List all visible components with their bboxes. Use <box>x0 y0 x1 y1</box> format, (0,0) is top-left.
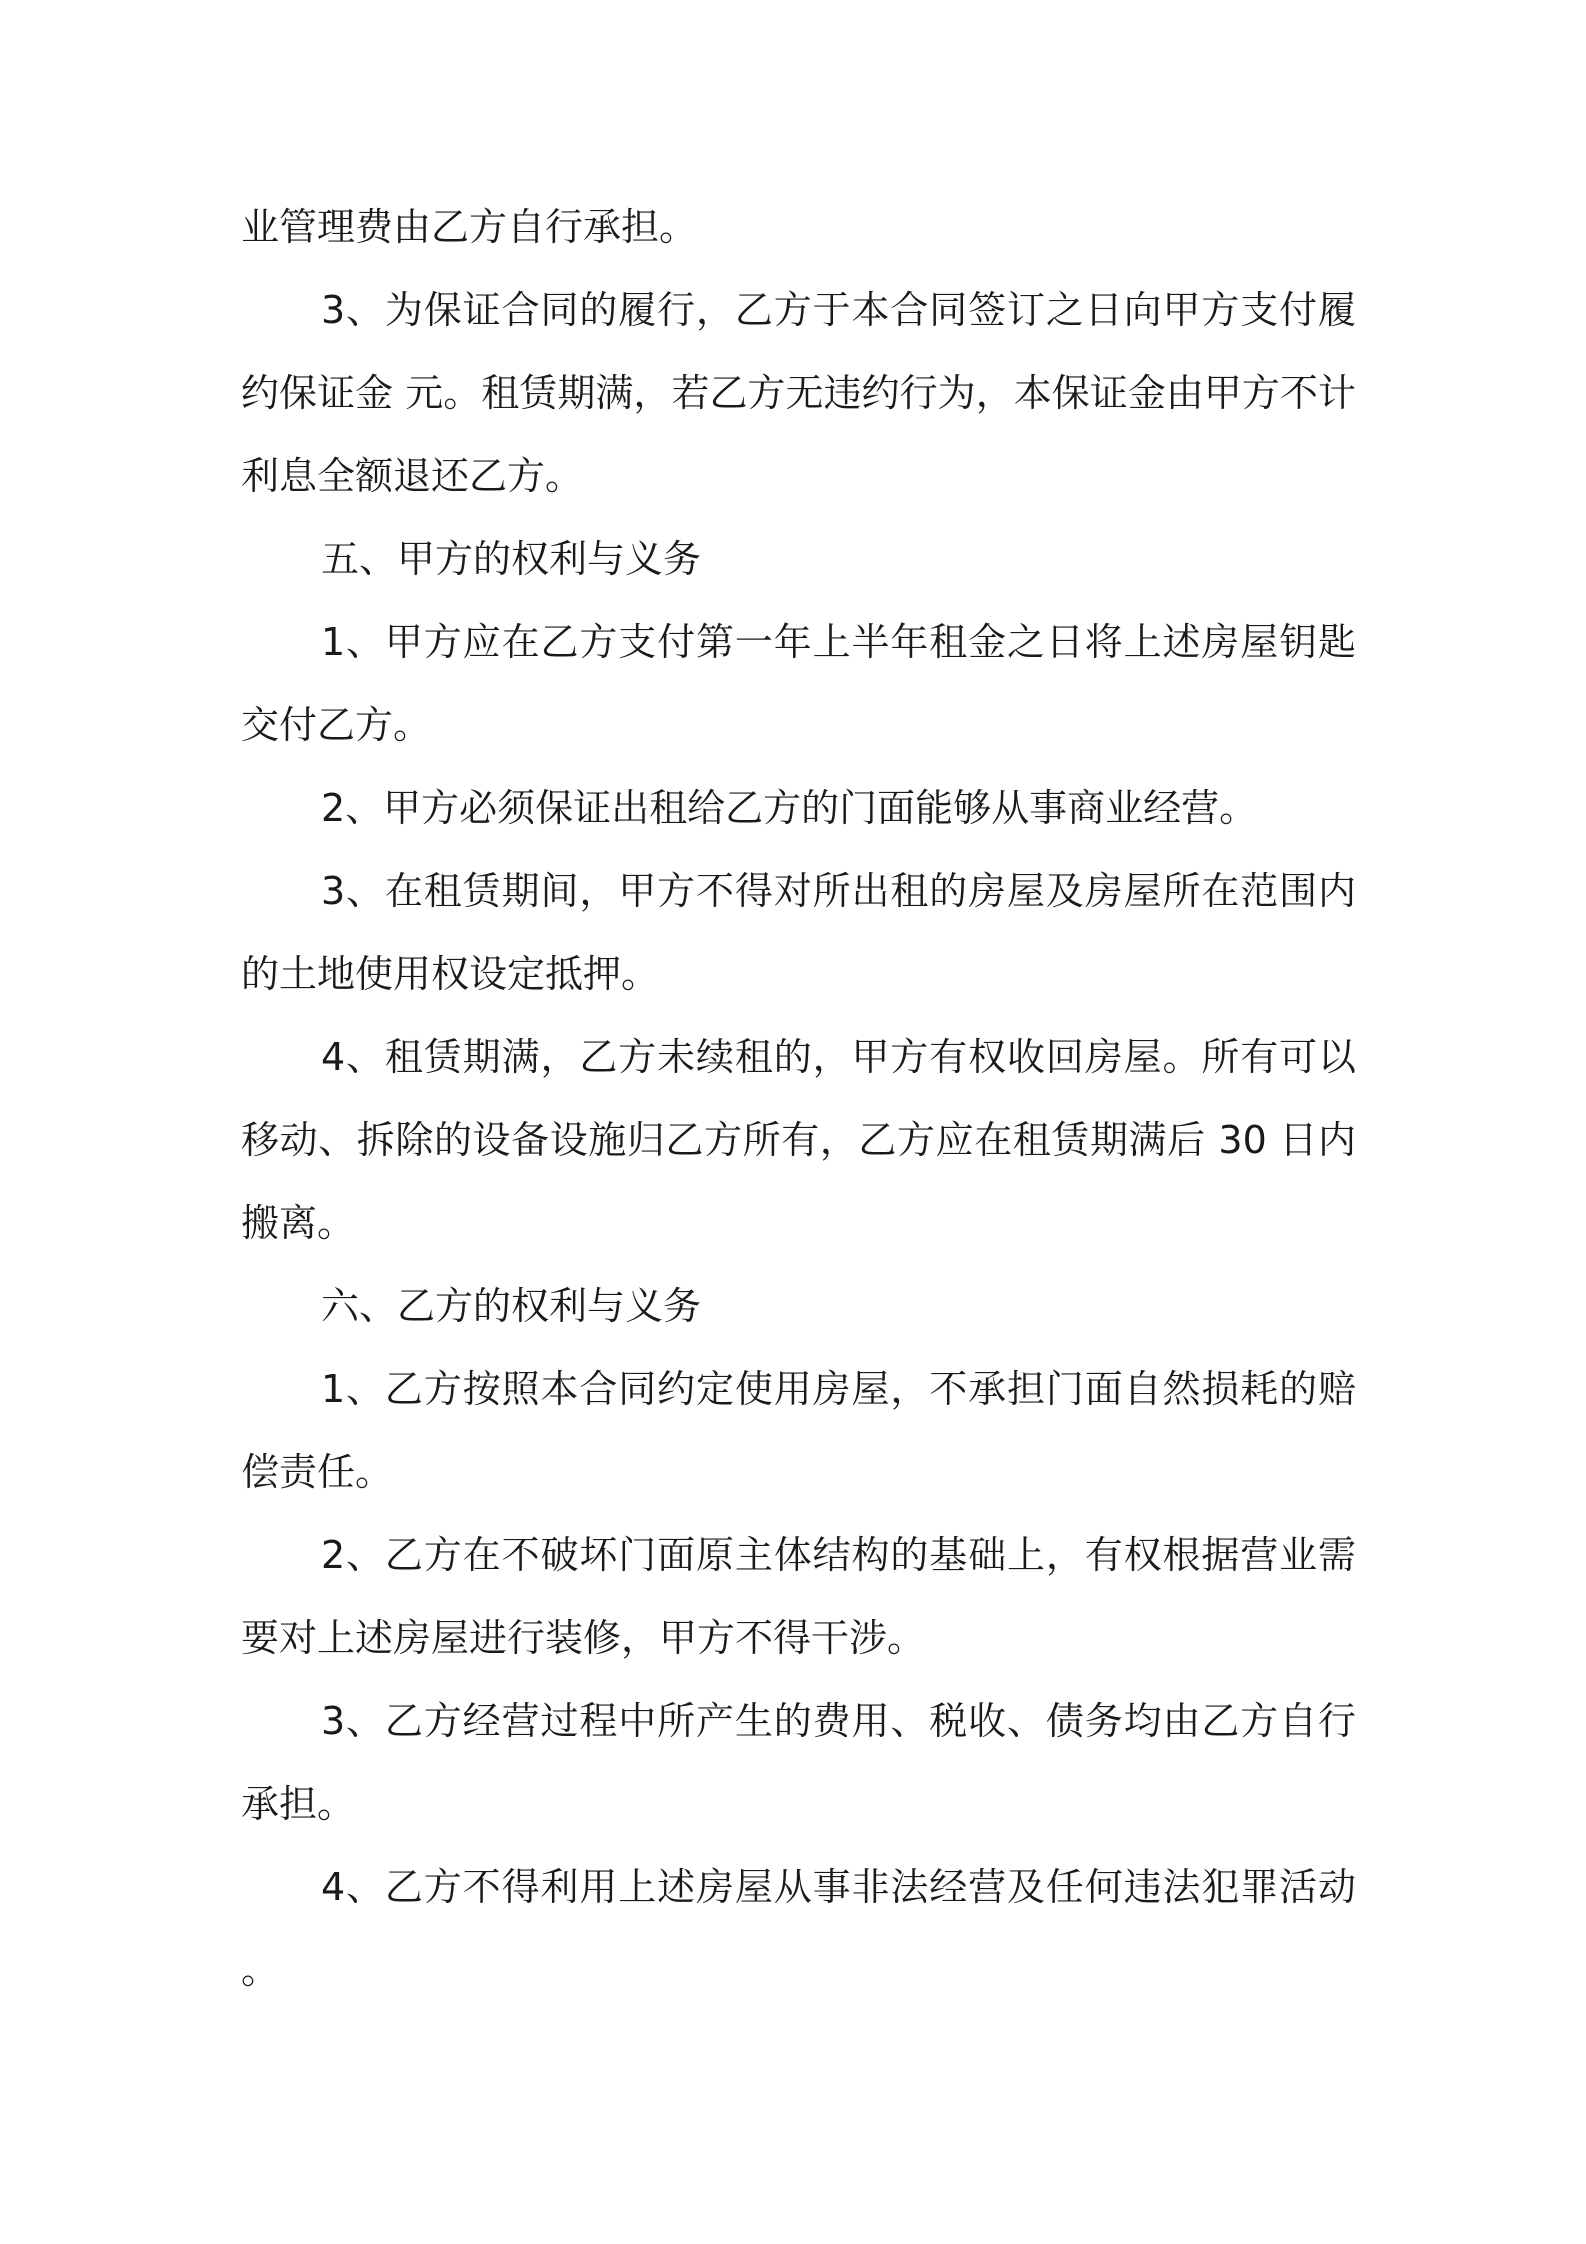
paragraph-clause-5-3: 3、在租赁期间，甲方不得对所出租的房屋及房屋所在范围内的土地使用权设定抵押。 <box>241 869 1356 996</box>
paragraph-clause-6-4: 4、乙方不得利用上述房屋从事非法经营及任何违法犯罪活动。 <box>241 1865 1356 1992</box>
paragraph-clause-6-2: 2、乙方在不破坏门面原主体结构的基础上，有权根据营业需要对上述房屋进行装修，甲方不得干涉。 <box>241 1533 1356 1660</box>
paragraph-clause-6-3: 3、乙方经营过程中所产生的费用、税收、债务均由乙方自行承担。 <box>241 1699 1356 1826</box>
document-body <box>241 186 1356 2012</box>
section-heading-6: 六、乙方的权利与义务 <box>321 1284 702 1328</box>
paragraph-continuation: 业管理费由乙方自行承担。 <box>241 205 698 249</box>
paragraph-clause-5-2: 2、甲方必须保证出租给乙方的门面能够从事商业经营。 <box>321 786 1258 830</box>
paragraph-clause-4-3: 3、为保证合同的履行，乙方于本合同签订之日向甲方支付履约保证金 元。租赁期满，若乙方无违约行为，本保证金由甲方不计利息全额退还乙方。 <box>241 288 1356 498</box>
paragraph-clause-5-4: 4、租赁期满，乙方未续租的，甲方有权收回房屋。所有可以移动、拆除的设备设施归乙方所有，乙方应在租赁期满后 30 日内搬离。 <box>241 1035 1356 1245</box>
paragraph-clause-5-1: 1、甲方应在乙方支付第一年上半年租金之日将上述房屋钥匙交付乙方。 <box>241 620 1356 747</box>
section-heading-5: 五、甲方的权利与义务 <box>321 537 702 581</box>
paragraph-clause-6-1: 1、乙方按照本合同约定使用房屋，不承担门面自然损耗的赔偿责任。 <box>241 1367 1356 1494</box>
